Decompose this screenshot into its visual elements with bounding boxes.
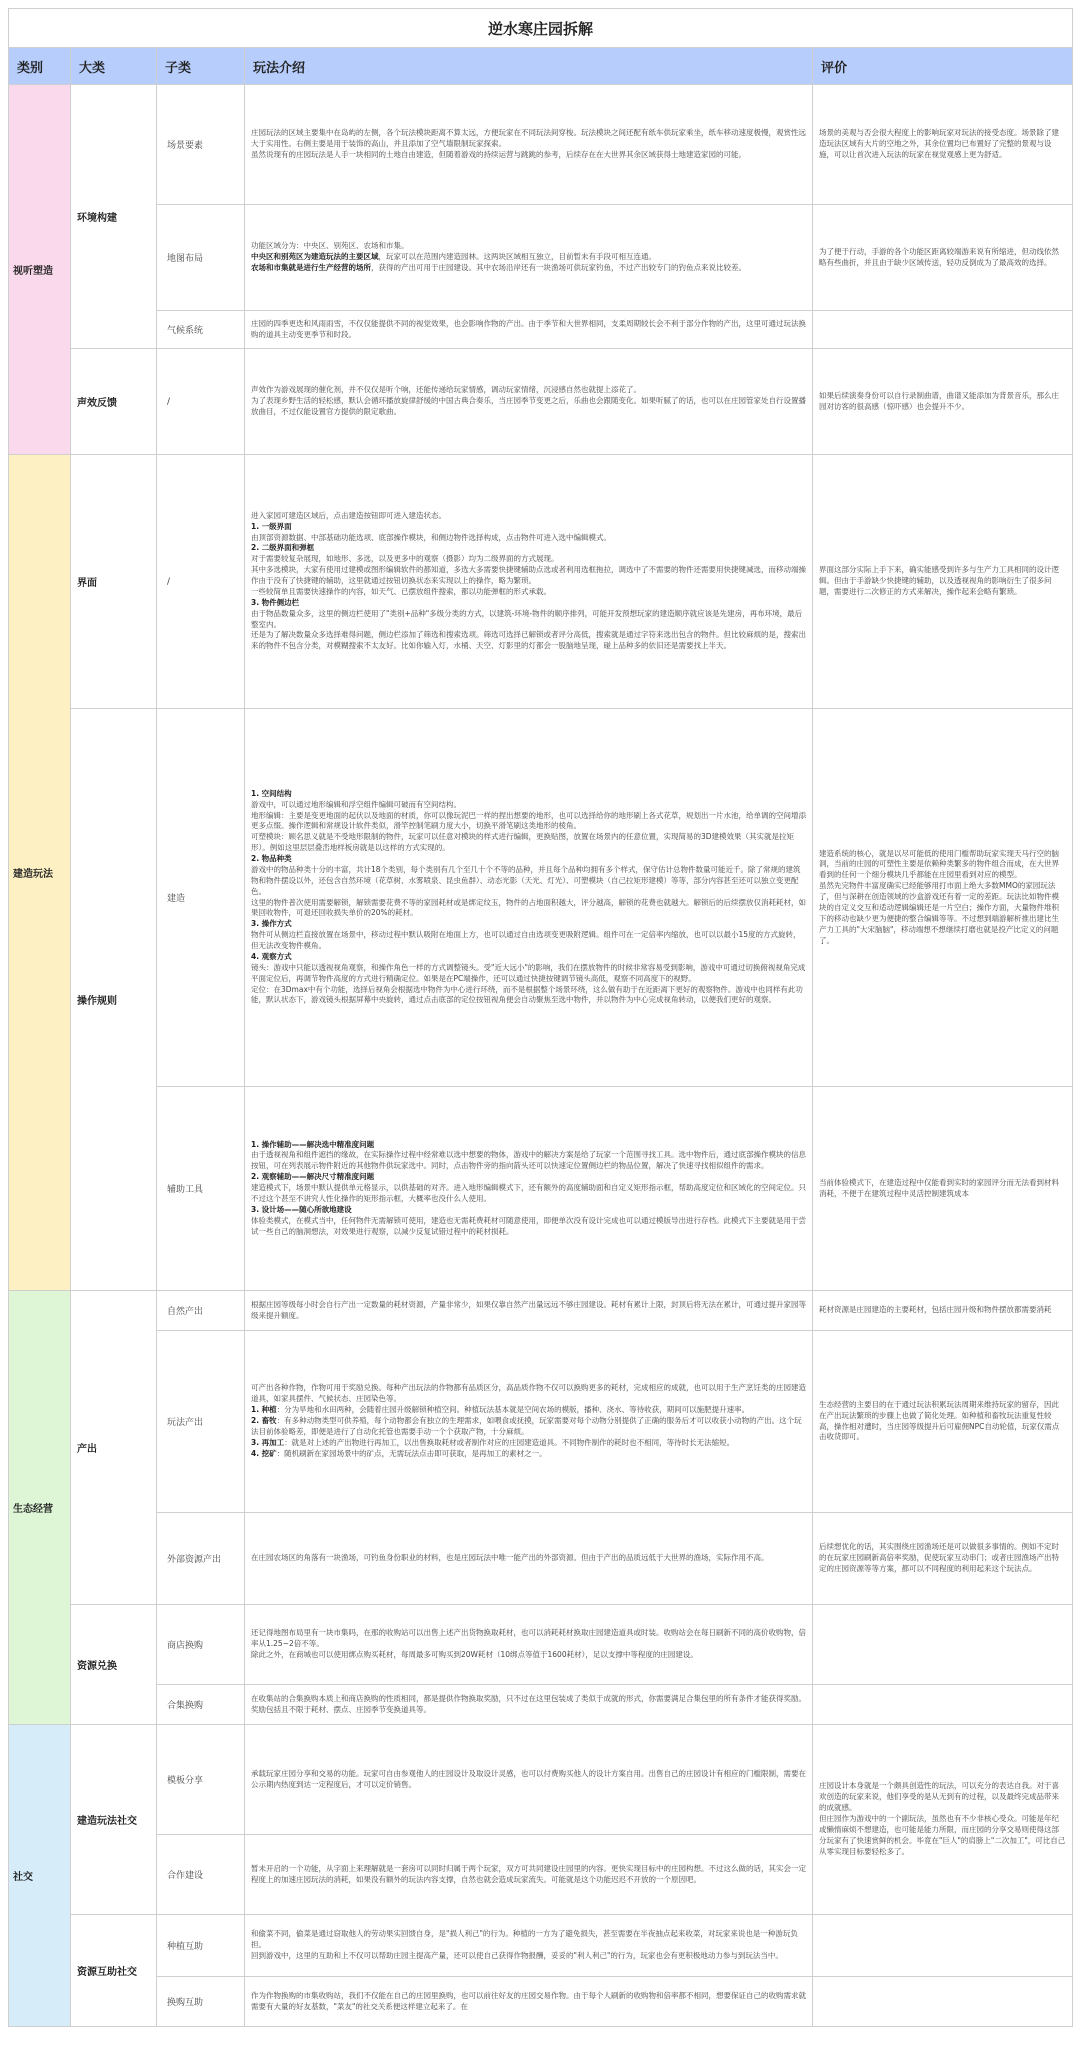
sub-scene: 场景要素: [157, 85, 245, 205]
table-row: [9, 1513, 1073, 1605]
sub-swap: 换购互助: [157, 1977, 245, 2027]
eval-gameplay: 生态经营的主要目的在于通过玩法积累玩法周期来维持玩家的留存，因此在产出玩法繁琐的步骤上也做了简化处理。如种植和畜牧玩法重复性较高，操作相对遭时，当庄园等级提升后可雇佣NPC自动轮值，玩家仅需点击收货即可。: [813, 1331, 1073, 1513]
play-plant-p1: 和偷菜不同，偷菜是通过窃取他人的劳动果实回馈自身，是"损人利己"的行为。种植的一方为了避免损失，甚至需要在半夜抽点起来收菜，对玩家来说也是一种游玩负担。: [251, 1929, 798, 1950]
play-aid-heading: 3. 设计场——随心所欲地建设: [251, 1204, 352, 1214]
play-shop-p1: 还记得地图布局里有一块市集吗，在那的收购站可以出售上述产出货物换取耗材，也可以消耗耗材换取庄园建造道具或时装。收购站会在每日刷新不同的高价收购物，倍率从1.25~2倍不等。: [251, 1628, 806, 1649]
play-gather: 在收集站的合集换购本质上和商店换购的性质相同，都是提供作物换取奖励，只不过在这里包装成了类似于成就的形式，你需要满足合集包里的所有条件才能获得奖励。奖励包括且不限于耗材、摆点、庄园季节变换道具等。: [245, 1685, 813, 1725]
category-eco: 生态经营: [9, 1291, 71, 1725]
sub-natural: 自然产出: [157, 1291, 245, 1331]
table-row: [9, 1087, 1073, 1291]
header-category: 类别: [9, 48, 71, 85]
header-sub: 子类: [157, 48, 245, 85]
table-row: [9, 311, 1073, 349]
sub-coop: 合作建设: [157, 1835, 245, 1915]
play-aid: [245, 1087, 813, 1291]
play-gameplay-item: [251, 1416, 806, 1438]
play-map-p2: [251, 263, 806, 274]
play-external: 在庄园农场区的角落有一块渔场，可钓鱼身份职业的材料，也是庄园玩法中唯一能产出的外部资源。但由于产出的品质远低于大世界的渔场，实际作用不高。: [245, 1513, 813, 1605]
sub-sound: /: [157, 349, 245, 455]
table-row: [9, 455, 1073, 709]
eval-aid: 当前体验模式下，在建造过程中仅能看到实时的家园评分而无法看到材料消耗，不便于在建筑过程中灵活控制建筑成本: [813, 1087, 1073, 1291]
play-share: 承载玩家庄园分享和交易的功能。玩家可自由参观他人的庄园设计及取设计灵感，也可以付费购买他人的设计方案自用。出售自己的庄园设计有相应的门槛限制，需要在公示期内热度到达一定程度后，才可以定价销售。: [245, 1725, 813, 1835]
table-row: [9, 709, 1073, 1087]
eval-gather: [813, 1685, 1073, 1725]
play-build-line: 游戏中，可以通过地形编辑和浮空组件编辑可破而有空间结构。: [251, 799, 461, 809]
table-row: [9, 1291, 1073, 1331]
play-map-p1: [251, 252, 806, 263]
play-gameplay-item: [251, 1405, 806, 1416]
sub-climate: 气候系统: [157, 311, 245, 349]
table-row: [9, 1685, 1073, 1725]
table-row: [9, 205, 1073, 311]
play-build: [245, 709, 813, 1087]
table-row: [9, 1915, 1073, 1977]
table-row: [9, 85, 1073, 205]
play-gameplay-item: [251, 1449, 806, 1460]
eval-swap: [813, 1977, 1073, 2027]
sub-build: 建造: [157, 709, 245, 1087]
play-gameplay-text: ：就是对上述的产出物进行再加工，以出售换取耗材或者制作对应的庄园建造道具。不同物件制作的耗时也不相同，等待时长无法缩短。: [284, 1437, 735, 1447]
play-gameplay-text: ：有多种动物类型可供养殖，每个动物都会有独立的生理需求，如喂食或抚摸，玩家需要对每个动物分别提供了正确的服务后才可以收获小动物的产出。这个玩法目前体验略差，即便是进行了自动化托管也需要手动一个个获取产物，十分麻烦。: [251, 1416, 802, 1436]
eval-climate: [813, 311, 1073, 349]
play-map-t2: ，获得的产出可用于庄园建设。其中农场沿岸还有一块渔场可供玩家钓鱼，不过产出较专门的钓鱼点来说比较差。: [371, 262, 746, 272]
sub-map: 地图布局: [157, 205, 245, 311]
major-build-social: 建造玩法社交: [71, 1725, 157, 1915]
eval-share-p1: 庄园设计本身就是一个颇具创造性的玩法，可以充分的表达自我。对于喜欢创造的玩家来说，他们享受的是从无到有的过程，以及最终完成品带来的成就感。: [819, 1781, 1059, 1813]
eval-build: [813, 709, 1073, 1087]
major-ops: 操作规则: [71, 709, 157, 1291]
play-ui-line: 对于需要较复杂展现，如地形、多选，以及更多中的观察（摄影）均为二级界面的方式展现。: [251, 554, 559, 564]
eval-ui: 界面这部分实际上手下来，确实能感受到许多与生产力工具相同的设计逻辑。但由于手游缺少快捷键的辅助，以及透视视角的影响衍生了很多问题，需要进行二次修正的方式来解决，操作起来会略有繁琐。: [813, 455, 1073, 709]
play-build-line: 游戏中的物品种类十分的丰富，共计18个类别，每个类别有几个至几十个不等的品种，并且每个品种均拥有多个样式，保守估计总物件数量可能近千。除了常规的建筑物和物件摆设以外，还包含自然环境（花草树、水雾喷泉、昆虫鱼群）、动态光影（天光、灯光）、可塑模块（自己拉矩形建模）等等，部分内容甚至还可以独立变更配色。: [251, 864, 801, 896]
eval-map: 为了便于行动，手游的各个功能区距离较端游来说有所缩进，但动线依然略有些曲折，并且由于缺少区域传送，轻功反倒成为了最高效的选择。: [813, 205, 1073, 311]
eval-build-p2: 虽然先完物件丰富度确实已经能够用打市面上绝大多数MMO的家园玩法了，但与深耕在创造领域的沙盒游戏还有着一定的差距。玩法比如物件模块的自定义交互和适动逻辑编辑还是一片空白；操作方面，大量物件堆积下的移动也缺少更为便捷的整合编辑等等。不过想到端游解析推出建比生产力工具的"大宋脑脑"，移动端想不想继续打磨也就是投产比定义的问题了。: [819, 881, 1059, 945]
play-swap: 作为作物换购的市集收购站，我们不仅能在自己的庄园里换购，也可以前往好友的庄园交易作物。由于每个人刷新的收购物和倍率都不相同，想要保证自己的收购需求就需要有大量的好友基数，"菜友"的社交关系便这样建立起来了。在: [245, 1977, 813, 2027]
table-row: [9, 349, 1073, 455]
play-aid-line: 由于透视视角和组件遮挡的缘故，在实际操作过程中经常难以选中想要的物体，游戏中的解决方案是给了玩家一个范围寻找工具。选中物件后，通过底部操作模块的信息按钮，可在列表展示物件附近的其他物件供玩家选中。同时，点击物件旁的指向箭头还可以快速定位置侧边栏的物品位置，解决了快速寻找相似组件的需求。: [251, 1150, 806, 1171]
major-env: 环境构建: [71, 85, 157, 349]
play-aid-heading: 2. 观察辅助——解决尺寸精准度问题: [251, 1172, 375, 1182]
play-build-heading: 1. 空间结构: [251, 788, 292, 798]
play-map-t1: ，玩家可以在范围内建造园林。这两块区域相互独立，目前暂未有手段可相互连通。: [378, 252, 656, 262]
play-sound-p1: 声效作为游戏展现的催化剂，并不仅仅是听个响，还能传递给玩家情感，调动玩家情绪，沉浸感自然也就提上添花了。: [251, 385, 641, 395]
play-build-heading: 4. 观察方式: [251, 951, 292, 961]
play-build-line: 物件可从侧边栏直接放置在场景中，移动过程中默认吸附在地面上方，也可以通过自由选项变更吸附逻辑。组件可在一定倍率内缩放，也可以以最小15度的方式旋转，但无法改变物件模角。: [251, 930, 801, 950]
play-ui-line: 由顶部资源数据、中部基础功能选项、底部操作模块，和侧边物件选择构成，点击物件可进入选中编辑模式。: [251, 532, 611, 542]
play-gameplay-intro: 可产出各种作物，作物可用于奖励兑换。每种产出玩法的作物都有品质区分，高品质作物不仅可以换购更多的耗材，完成相应的成就，也可以用于生产烹饪类的庄园建造道具，如家具摆件、气候状态、庄园染色等。: [251, 1383, 806, 1404]
play-ui-heading: 3. 物件侧边栏: [251, 597, 300, 607]
table-title: 逆水寒庄园拆解: [9, 9, 1073, 48]
play-shop: [245, 1605, 813, 1685]
table-row: [9, 1725, 1073, 1835]
header-play: 玩法介绍: [245, 48, 813, 85]
major-exchange: 资源兑换: [71, 1605, 157, 1725]
play-gameplay-lead: 1. 种植: [251, 1405, 277, 1415]
header-eval: 评价: [813, 48, 1073, 85]
eval-sound: 如果后续演奏身份可以自行录制曲谱，曲谱又能添加为背景音乐，那么庄园对访客的很高感（惊吓感）也会提升不少。: [813, 349, 1073, 455]
play-ui-line: 由于物品数量众多，这里的侧边栏使用了"类别+品种"多级分类的方式，以建筑-环境-物件的顺序排列，可能开发预想玩家的建造顺序就应该是先建房，再布环境，最后整室内。: [251, 608, 803, 629]
category-social: 社交: [9, 1725, 71, 2027]
eval-shop: [813, 1605, 1073, 1685]
play-build-heading: 2. 物品种类: [251, 854, 292, 863]
sub-external: 外部资源产出: [157, 1513, 245, 1605]
play-natural: 根据庄园等级每小时会自行产出一定数量的耗材资源，产量非常少，如果仅靠自然产出量远远不够庄园建设。耗材有累计上限，封顶后将无法在累计，可通过提升家园等级来提升额度。: [245, 1291, 813, 1331]
play-ui: [245, 455, 813, 709]
play-gameplay-text: ：随机刷新在家园场景中的矿点，无需玩法点击即可获取，是再加工的素材之一。: [276, 1448, 547, 1458]
play-aid-heading: 1. 操作辅助——解决选中精准度问题: [251, 1139, 375, 1149]
play-map-lead: 功能区域分为：中央区、别苑区、农场和市集。: [251, 241, 409, 251]
play-coop: 暂未开启的一个功能，从字面上来理解就是一套房可以同时归属于两个玩家，双方可共同建设庄园里的内容。更快实现目标中的庄园构想。不过这么做的话，其实会一定程度上的加速庄园玩法的消耗，如果没有额外的玩法内容支撑，自然也就会造成玩家流失。可能就是这个功能迟迟不开放的一个原因吧。: [245, 1835, 813, 1915]
play-sound-p2: 为了表现乡野生活的轻松感，默认会循环播放旋律舒缓的中国古典合奏乐，当庄园季节变更之后，乐曲也会跟随变化。如果听腻了的话，也可以在庄园管家处自行设置播放曲目，不过仅能设置官方提供的限定歌曲。: [251, 396, 806, 416]
play-build-heading: 3. 操作方式: [251, 919, 292, 929]
play-plant: [245, 1915, 813, 1977]
eval-build-p1: 建造系统的核心，就是以尽可能低的使用门槛帮助玩家实现天马行空的脑洞，当前的庄园的可塑性主要是依赖种类繁多的物件组合而成，在大世界看到的任何一个细分模块几乎都能在庄园里看到对应的模型。: [819, 848, 1059, 880]
play-gameplay-lead: 3. 再加工: [251, 1437, 285, 1447]
play-sound: [245, 349, 813, 455]
play-aid-line: 建造模式下，场景中默认提供单元格显示，以供基础的对齐。进入地形编辑模式下，还有额外的高度辅助面和自定义矩形指示框，帮助高度定位和区域化的空间定位。只不过这个甚至不讲究人性化操作的矩形指示框，大概率也没什么人使用。: [251, 1183, 806, 1203]
play-map-b2: 农场和市集就是进行生产经营的场所: [251, 262, 371, 272]
eval-scene: 场景的美观与否会很大程度上的影响玩家对玩法的接受态度。场景除了建造玩法区域有大片的空地之外，其余位置均已布置好了完整的景观与设施，可以让首次进入玩法的玩家在视觉观感上更为舒适。: [813, 85, 1073, 205]
play-ui-line: 进入家园可建造区域后，点击建造按钮即可进入建造状态。: [251, 510, 446, 520]
header-row: [9, 48, 1073, 85]
play-ui-line: 还是为了解决数量众多选择难得问题，侧边栏添加了筛选和搜索选项。筛选可选择已解锁或者评分高低，搜索就是通过字符来选出包含的物件。但比较麻烦的是，搜索出来的物件不包含分类，对模糊搜索不太友好。比如你输入灯，水桶、天空、灯影里的灯都会一股脑地呈现，碰上品种多的依旧还是需要找上半天。: [251, 630, 806, 651]
eval-share: [813, 1725, 1073, 1915]
play-build-line: 地形编辑：主要是变更地面的起伏以及地面的材质，你可以像玩泥巴一样的捏出想要的地形，也可以选择给你的地形刷上各式花草，规划出一片水池，给单调的空间增添更多点缀。操作逻辑和常规设计软件类似，滑竿控制笔刷力度大小，切换平滑笔刷这类地形的棱角。: [251, 810, 806, 831]
play-scene: [245, 85, 813, 205]
major-ui: 界面: [71, 455, 157, 709]
eval-share-p2: 但庄园作为游戏中的一个副玩法，虽然也有不少非核心受众。可能是年纪或懒惰麻烦不想建造，也可能是能力所限，而庄园的分享交易则使得这部分玩家有了快速赏鲜的机会。毕竟在"巨人"的肩膀上"二次加工"，可比自己从零实现目标要轻松多了。: [819, 1814, 1066, 1856]
sub-share: 模板分享: [157, 1725, 245, 1835]
sub-aid: 辅助工具: [157, 1087, 245, 1291]
eval-external: 后续想优化的话，其实围绕庄园渔场还是可以做很多事情的。例如不定时的在玩家庄园刷新高倍率奖励，促使玩家互动串门；或者庄园渔场产出特定的庄园资源等等方案，都可以不同程度的利用起来这个玩法点。: [813, 1513, 1073, 1605]
play-build-line: 定位：在3Dmax中有个功能，选择后视角会根据选中物件为中心进行环绕，而不是根据整个场景环绕，这么做有助于在近距离下更好的观察物件。游戏中也同样有此功能，默认状态下，游戏镜头根据屏幕中央旋转，通过点击底部的定位按钮视角便会自动聚焦至选中物件，并以物件为中心完成视角转动，以便我们更好的观察。: [251, 984, 803, 1005]
play-map: [245, 205, 813, 311]
spreadsheet: [8, 8, 1072, 2027]
play-scene-p1: 庄园玩法的区域主要集中在岛屿的左侧，各个玩法模块距离不算太远，方便玩家在不同玩法间穿梭。玩法模块之间还配有纸车供玩家乘坐，纸车移动速度极慢，观赏性远大于实用性。右侧主要是用于装饰的高山，并且添加了空气墙限制玩家探索。: [251, 128, 806, 149]
major-mutual: 资源互助社交: [71, 1915, 157, 2027]
garden-breakdown-table: [8, 8, 1073, 2027]
eval-natural: 耗材资源是庄园建造的主要耗材，包括庄园升级和物件摆放都需要消耗: [813, 1291, 1073, 1331]
table-row: [9, 1605, 1073, 1685]
major-sound: 声效反馈: [71, 349, 157, 455]
play-gameplay-lead: 4. 挖矿: [251, 1448, 277, 1458]
play-build-line: 可塑模块：顾名思义就是不受地形限制的物件，玩家可以任意对模块的样式进行编辑，更换贴图，放置在场景内的任意位置，实现简易的3D建模效果（其实就是拉矩形）。例如这里层层叠峦地样板房就是以这样的方式实现的。: [251, 832, 795, 853]
play-ui-heading: 1. 一级界面: [251, 521, 292, 531]
play-ui-line: 其中多选模块，大家有使用过建模或图形编辑软件的都知道，多选大多需要快捷键辅助点选或者利用选框拖拉，调选中了不需要的物件还需要用快捷键减选，而移动端操作由于没有了快捷键的辅助，这里就通过按钮切换状态来实现以上的操作，略为繁琐。: [251, 565, 806, 586]
table-row: [9, 1977, 1073, 2027]
play-build-line: 镜头：游戏中只能以透视视角观察，和操作角色一样的方式调整镜头。受"近大远小"的影响，我们在摆放物件的时候非常容易受到影响，游戏中可通过切换俯视视角完成平面定位后，再调节物件高度的方式进行精确定位。如果是在PC端操作，还可以通过快捷按键调节镜头高低，观察不同高度下的视野。: [251, 962, 806, 983]
play-climate: 庄园的四季更迭和风雨雨雪，不仅仅能提供不同的视觉效果，也会影响作物的产出。由于季节和大世界相同，支柔周期较长会不利于部分作物的产出，这里可通过玩法换购的道具主动变更季节和时段。: [245, 311, 813, 349]
sub-plant: 种植互助: [157, 1915, 245, 1977]
play-build-line: 这里的物件普次使用需要解锁，解锁需要花费不等的家园耗材或是绑定纹玉，物件的占地面积越大，评分越高，解锁的花费也就越大。解锁后的后续摆放仅消耗耗材，如果回收物件，可退还回收损失单价的20%的耗材。: [251, 897, 806, 918]
play-scene-p2: 虽然说现有的庄园玩法是人手一块相同的土地自由建造，但随着游戏的持续运营与跳跳的参考，后续存在在大世界其余区域获得土地建造家园的可能。: [251, 149, 746, 159]
play-plant-p2: 回到游戏中，这里的互助和上不仅可以帮助庄园主提高产量，还可以使自己获得作物报酬，妥妥的"利人利己"的行为，玩家也会有更积极地动力参与到玩法当中。: [251, 1950, 783, 1960]
play-gameplay-item: [251, 1438, 806, 1449]
sub-gather: 合集换购: [157, 1685, 245, 1725]
table-row: [9, 1331, 1073, 1513]
category-visual: 视听塑造: [9, 85, 71, 455]
play-map-b1: 中央区和别苑区为建造玩法的主要区域: [251, 252, 379, 262]
sub-ui: /: [157, 455, 245, 709]
header-major: 大类: [71, 48, 157, 85]
play-gameplay-text: ：分为旱地和水田两种，会随着庄园升级解锁种植空间。种植玩法基本就是空间农场的模版，播种、浇水、等待收获，期间可以施肥提升速率。: [276, 1405, 750, 1415]
sub-shop: 商店换购: [157, 1605, 245, 1685]
major-produce: 产出: [71, 1291, 157, 1605]
play-gameplay: [245, 1331, 813, 1513]
play-ui-line: 一些较简单且需要快速操作的内容，如天气、已摆放组件搜索，都以功能弹框的形式承载。: [251, 586, 551, 596]
play-ui-heading: 2. 二级界面和弹框: [251, 543, 315, 553]
play-shop-p2: 除此之外，在商城也可以使用绑点购买耗材，每周最多可购买到20W耗材（10绑点等值于1600耗材），足以支撑中等程度的庄园建设。: [251, 1649, 698, 1659]
sub-gameplay: 玩法产出: [157, 1331, 245, 1513]
category-build: 建造玩法: [9, 455, 71, 1291]
play-gameplay-lead: 2. 畜牧: [251, 1416, 277, 1426]
play-aid-line: 体验类模式，在模式当中，任何物件无需解锁可使用，建造也无需耗费耗材可随意使用，即便单次没有设计完成也可以通过模版导出进行存档。此模式下主要就是用于尝试一些自己的脑洞想法，对效果进行观察，以减少反复试错过程中的耗材损耗。: [251, 1215, 806, 1236]
eval-plant: [813, 1915, 1073, 1977]
